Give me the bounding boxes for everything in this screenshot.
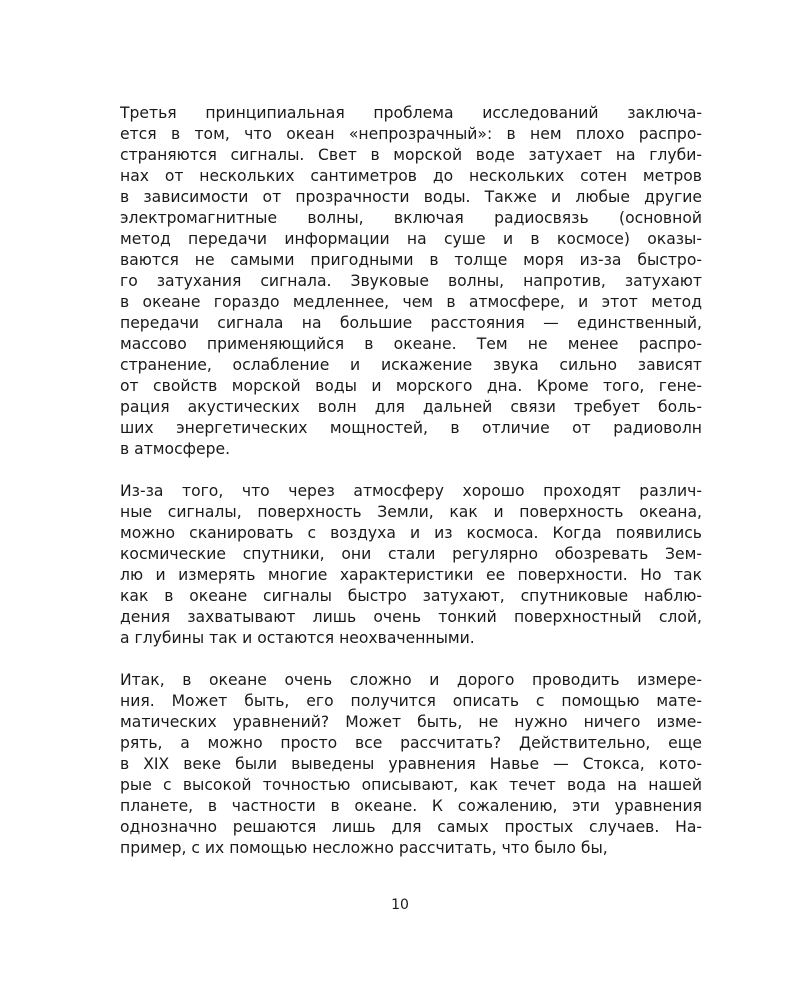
text-line: нах от нескольких сантиметров до нескольких сотен метров — [120, 167, 702, 185]
text-line: передачи сигнала на большие расстояния — единственный, — [120, 314, 702, 332]
text-line: однозначно решаются лишь для самых простых случаев. На- — [120, 818, 702, 836]
text-line: космические спутники, они стали регулярно обозревать Зем- — [120, 545, 702, 563]
text-line: лю и измерять многие характеристики ее поверхности. Но так — [120, 566, 702, 584]
text-line: в зависимости от прозрачности воды. Также и любые другие — [120, 188, 702, 206]
text-line: Итак, в океане очень сложно и дорого проводить измере- — [120, 671, 702, 689]
text-line: массово применяющийся в океане. Тем не менее распро- — [120, 335, 702, 353]
text-line: метод передачи информации на суше и в космосе) оказы- — [120, 230, 702, 248]
text-line: планете, в частности в океане. К сожалению, эти уравнения — [120, 797, 702, 815]
body-text — [120, 103, 702, 880]
paragraph — [120, 481, 702, 649]
text-line: ные сигналы, поверхность Земли, как и поверхность океана, — [120, 503, 702, 521]
text-line: рация акустических волн для дальней связи требует боль- — [120, 398, 702, 416]
text-line: в атмосфере. — [120, 440, 231, 458]
text-line: можно сканировать с воздуха и из космоса. Когда появились — [120, 524, 702, 542]
text-line: как в океане сигналы быстро затухают, спутниковые наблю- — [120, 587, 702, 605]
text-line: ния. Может быть, его получится описать с помощью мате- — [120, 692, 702, 710]
text-line: го затухания сигнала. Звуковые волны, напротив, затухают — [120, 272, 702, 290]
text-line: от свойств морской воды и морского дна. Кроме того, гене- — [120, 377, 702, 395]
text-line: электромагнитные волны, включая радиосвязь (основной — [120, 209, 702, 227]
text-line: дения захватывают лишь очень тонкий поверхностный слой, — [120, 608, 702, 626]
text-line: страняются сигналы. Свет в морской воде затухает на глуби- — [120, 146, 702, 164]
text-line: рять, а можно просто все рассчитать? Действительно, еще — [120, 734, 702, 752]
paragraph — [120, 103, 702, 460]
text-line: Из-за того, что через атмосферу хорошо проходят различ- — [120, 482, 702, 500]
text-line: ваются не самыми пригодными в толще моря из-за быстро- — [120, 251, 702, 269]
text-line: Третья принципиальная проблема исследований заключа- — [120, 104, 702, 122]
text-line: странение, ослабление и искажение звука сильно зависят — [120, 356, 702, 374]
paragraph — [120, 670, 702, 859]
page-number: 10 — [391, 897, 409, 913]
text-line: ших энергетических мощностей, в отличие от радиоволн — [120, 419, 702, 437]
text-line: матических уравнений? Может быть, не нужно ничего изме- — [120, 713, 702, 731]
text-line: в XIX веке были выведены уравнения Навье — Стокса, кото- — [120, 755, 702, 773]
text-line: ется в том, что океан «непрозрачный»: в нем плохо распро- — [120, 125, 702, 143]
text-line: а глубины так и остаются неохваченными. — [120, 629, 475, 647]
text-line: пример, с их помощью несложно рассчитать, что было бы, — [120, 839, 608, 857]
text-line: в океане гораздо медленнее, чем в атмосфере, и этот метод — [120, 293, 702, 311]
text-line: рые с высокой точностью описывают, как течет вода на нашей — [120, 776, 702, 794]
